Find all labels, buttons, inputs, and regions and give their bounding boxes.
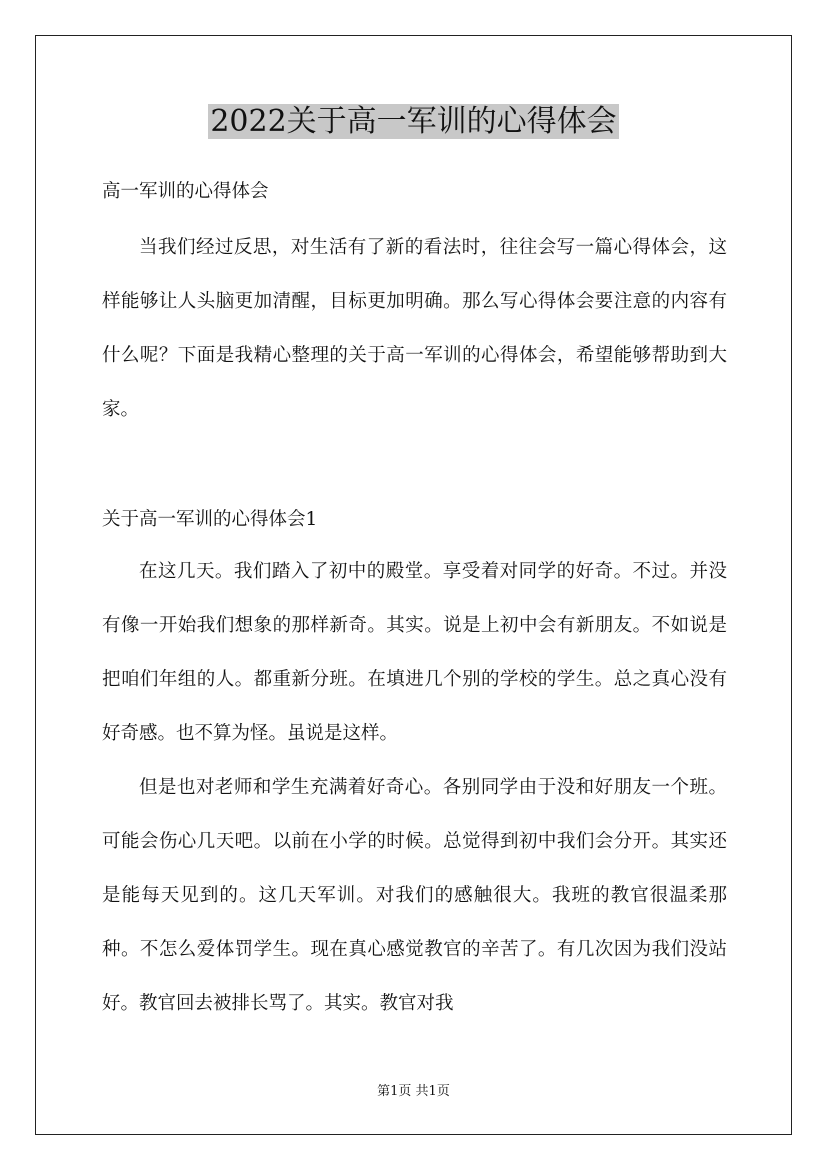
page-footer [0,1083,827,1101]
section1-paragraph-2: 但是也对老师和学生充满着好奇心。各别同学由于没和好朋友一个班。可能会伤心几天吧。以前在小学的时候。总觉得到初中我们会分开。其实还是能每天见到的。这几天军训。对我们的感触很大。我班的教官很温柔那种。不怎么爱体罚学生。现在真心感觉教官的辛苦了。有几次因为我们没站好。教官回去被排长骂了。其实。教官对我 [102,777,727,1014]
section1-paragraph-1: 在这几天。我们踏入了初中的殿堂。享受着对同学的好奇。不过。并没有像一开始我们想象的那样新奇。其实。说是上初中会有新朋友。不如说是把咱们年组的人。都重新分班。在填进几个别的学校的学生。总之真心没有好奇感。也不算为怪。虽说是这样。 [102,561,727,744]
intro-block [102,221,727,437]
page-number: 第1页 共1页 [377,1084,450,1099]
intro-paragraph: 当我们经过反思，对生活有了新的看法时，往往会写一篇心得体会，这样能够让人头脑更加清醒，目标更加明确。那么写心得体会要注意的内容有什么呢？下面是我精心整理的关于高一军训的心得体会，希望能够帮助到大家。 [102,237,727,420]
document-subtitle: 高一军训的心得体会 [102,181,269,202]
document-title [0,100,827,144]
section-heading-1: 关于高一军训的心得体会1 [102,509,318,530]
document-title-text: 2022关于高一军训的心得体会 [210,104,617,139]
section-body-1 [102,545,727,1031]
